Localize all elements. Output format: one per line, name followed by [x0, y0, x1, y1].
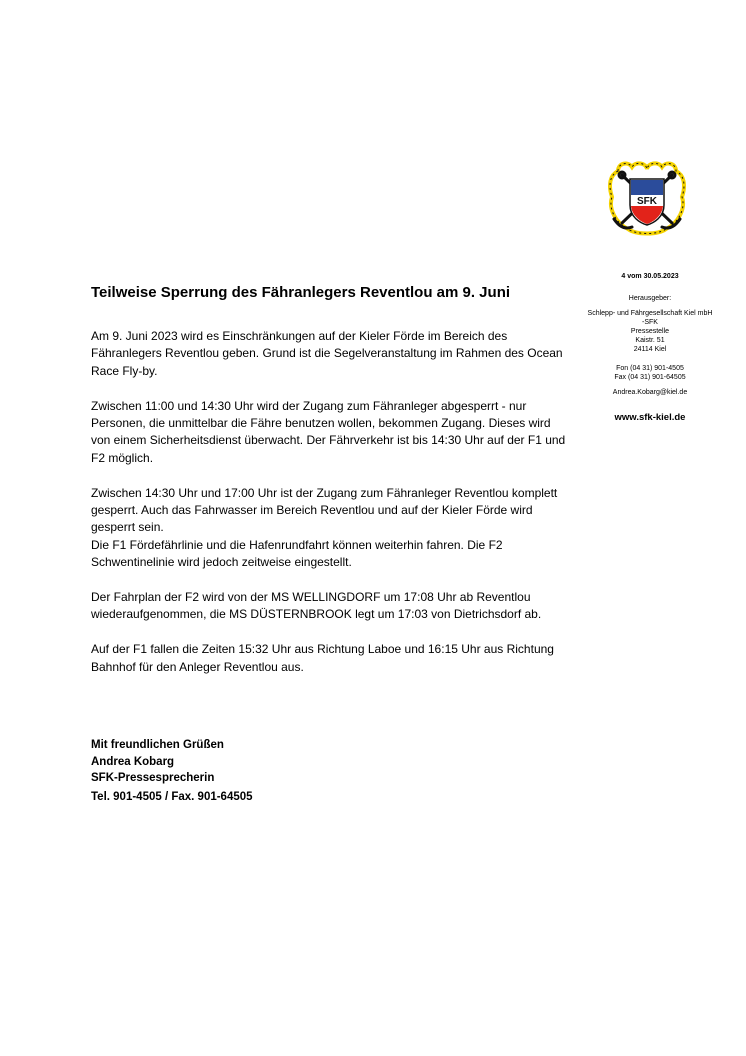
street: Kaistr. 51	[635, 337, 665, 344]
author-name: Andrea Kobarg	[91, 755, 175, 768]
paragraph: Die F1 Fördefährlinie und die Hafenrundfahrt können weiterhin fahren. Die F2 Schwentinelinie wird jedoch zeitweise eingestellt.	[91, 537, 503, 570]
paragraph: Am 9. Juni 2023 wird es Einschränkungen auf der Kieler Förde im Bereich des Fähranlegers Reventlou geben. Grund ist die Segelveranstaltung im Rahmen des Ocean Race Fly-by.	[91, 329, 563, 378]
company-line-2: -SFK	[642, 319, 658, 326]
city: 24114 Kiel	[633, 346, 667, 353]
paragraph: Auf der F1 fallen die Zeiten 15:32 Uhr aus Richtung Laboe und 16:15 Uhr aus Richtung Bahnhof für den Anleger Reventlou aus.	[91, 642, 554, 674]
phone: Fon (04 31) 901-4505	[616, 365, 684, 372]
page-title: Teilweise Sperrung des Fähranlegers Reventlou am 9. Juni	[91, 284, 511, 301]
logo-text: SFK	[637, 196, 657, 207]
article-body	[91, 328, 566, 693]
signoff	[91, 737, 253, 805]
email: Andrea.Kobarg@kiel.de	[612, 389, 688, 396]
publisher-label: Herausgeber:	[628, 295, 672, 302]
greeting: Mit freundlichen Grüßen	[91, 739, 224, 751]
fax: Fax (04 31) 901-64505	[614, 374, 686, 381]
paragraph: Zwischen 11:00 und 14:30 Uhr wird der Zugang zum Fähranleger abgesperrt - nur Personen, die unmittelbar die Fähre benutzen wollen, bekommen Zugang. Dieses wird von einem Sicherheitsdienst überwacht. Der Fährverkehr ist bis 14:30 Uhr auf der F1 und F2 möglich.	[91, 398, 566, 465]
sidebar	[574, 272, 726, 422]
sfk-logo	[606, 157, 688, 237]
company-line-1: Schlepp- und Fährgesellschaft Kiel mbH	[587, 310, 713, 317]
issue-date: 4 vom 30.05.2023	[621, 273, 679, 280]
author-contact: Tel. 901-4505 / Fax. 901-64505	[91, 790, 253, 803]
paragraph: Der Fahrplan der F2 wird von der MS WELLINGDORF um 17:08 Uhr ab Reventlou wiederaufgenommen, die MS DÜSTERNBROOK legt um 17:03 von Dietrichsdorf ab.	[91, 590, 542, 622]
department: Pressestelle	[630, 328, 670, 335]
paragraph: Zwischen 14:30 Uhr und 17:00 Uhr ist der Zugang zum Fähranleger Reventlou komplett gesperrt. Auch das Fahrwasser im Bereich Reventlou und auf der Kieler Förde wird gesperrt sein.	[91, 485, 558, 535]
author-role: SFK-Pressesprecherin	[91, 772, 215, 785]
website: www.sfk-kiel.de	[614, 412, 686, 423]
